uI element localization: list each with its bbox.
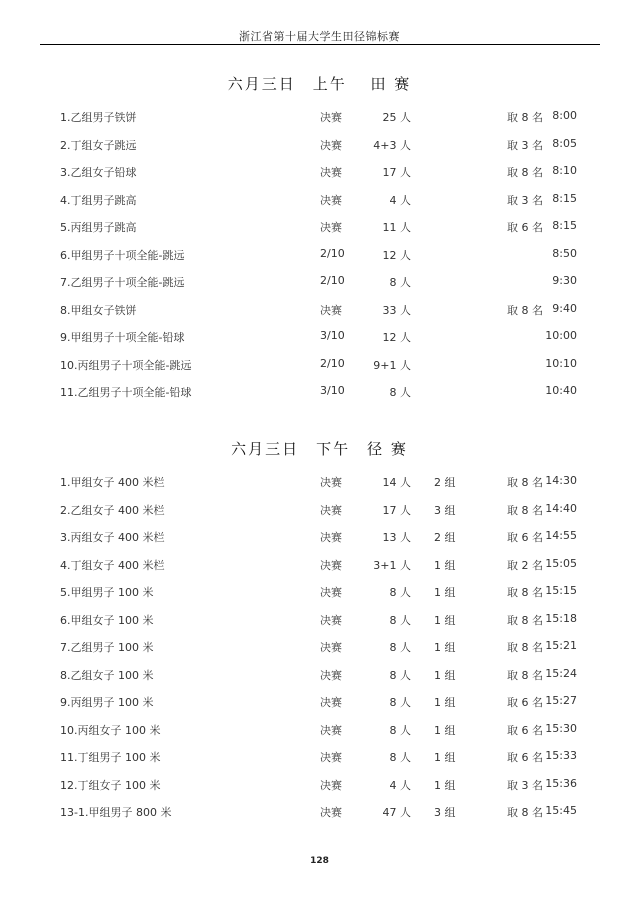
heat-groups: 1 组: [434, 613, 456, 627]
round-type: 2/10: [320, 274, 345, 287]
entrant-count: 8 人: [389, 723, 411, 737]
entrant-count: 8 人: [389, 586, 411, 599]
start-time: 15:45: [545, 804, 577, 817]
round-type: 决赛: [320, 696, 342, 709]
event-name: 10.丙组女子 100 米: [60, 723, 161, 737]
schedule-row: [0, 247, 639, 261]
schedule-row: [0, 722, 639, 736]
heat-groups: 1 组: [434, 668, 456, 682]
event-name: 12.丁组女子 100 米: [60, 778, 161, 792]
heat-groups: 1 组: [434, 751, 456, 764]
header-divider: [40, 44, 600, 45]
qualifier-count: 取 8 名: [507, 641, 543, 654]
qualifier-count: 取 6 名: [507, 723, 543, 737]
round-type: 决赛: [320, 166, 342, 179]
round-type: 2/10: [320, 356, 345, 370]
entrant-count: 33 人: [382, 303, 411, 317]
qualifier-count: 取 8 名: [507, 668, 543, 682]
schedule-row: [0, 384, 639, 398]
heat-groups: 1 组: [434, 696, 456, 709]
schedule-row: [0, 474, 639, 488]
round-type: 3/10: [320, 329, 345, 342]
event-name: 3.乙组女子铅球: [60, 166, 137, 179]
round-type: 决赛: [320, 221, 342, 234]
schedule-row: [0, 749, 639, 763]
event-name: 10.丙组男子十项全能-跳远: [60, 358, 192, 372]
entrant-count: 25 人: [382, 111, 411, 124]
qualifier-count: 取 3 名: [507, 193, 543, 207]
round-type: 决赛: [320, 558, 342, 572]
start-time: 15:30: [545, 721, 577, 735]
event-name: 1.甲组女子 400 米栏: [60, 476, 165, 489]
event-name: 4.丁组女子 400 米栏: [60, 558, 165, 572]
heat-groups: 1 组: [434, 641, 456, 654]
event-name: 9.丙组男子 100 米: [60, 696, 154, 709]
start-time: 15:05: [545, 556, 577, 570]
entrant-count: 3+1 人: [373, 558, 411, 572]
qualifier-count: 取 8 名: [507, 166, 543, 179]
start-time: 15:15: [545, 584, 577, 597]
event-name: 7.乙组男子 100 米: [60, 641, 154, 654]
qualifier-count: 取 8 名: [507, 476, 543, 489]
entrant-count: 11 人: [382, 221, 411, 234]
entrant-count: 4 人: [389, 193, 411, 207]
qualifier-count: 取 8 名: [507, 586, 543, 599]
schedule-row: [0, 557, 639, 571]
event-name: 1.乙组男子铁饼: [60, 111, 137, 124]
section-title: 六月三日 上午 田 赛: [227, 75, 412, 93]
entrant-count: 12 人: [382, 331, 411, 344]
entrant-count: 12 人: [382, 248, 411, 262]
entrant-count: 8 人: [389, 668, 411, 682]
entrant-count: 17 人: [382, 166, 411, 179]
heat-groups: 3 组: [434, 806, 456, 819]
entrant-count: 8 人: [389, 696, 411, 709]
round-type: 决赛: [320, 476, 342, 489]
start-time: 14:55: [545, 529, 577, 542]
start-time: 15:18: [545, 611, 577, 625]
start-time: 15:21: [545, 639, 577, 652]
entrant-count: 9+1 人: [373, 358, 411, 372]
start-time: 10:00: [545, 329, 577, 342]
schedule-row: [0, 667, 639, 681]
schedule-row: [0, 804, 639, 818]
schedule-row: [0, 164, 639, 178]
entrant-count: 17 人: [382, 503, 411, 517]
section-title: 六月三日 下午 径 赛: [231, 440, 408, 458]
qualifier-count: 取 8 名: [507, 613, 543, 627]
event-name: 7.乙组男子十项全能-跳远: [60, 276, 185, 289]
qualifier-count: 取 8 名: [507, 303, 543, 317]
schedule-row: [0, 502, 639, 516]
start-time: 14:30: [545, 474, 577, 487]
round-type: 决赛: [320, 641, 342, 654]
heat-groups: 3 组: [434, 503, 456, 517]
schedule-row: [0, 192, 639, 206]
qualifier-count: 取 6 名: [507, 751, 543, 764]
schedule-row: [0, 777, 639, 791]
start-time: 15:27: [545, 694, 577, 707]
entrant-count: 14 人: [382, 476, 411, 489]
start-time: 15:24: [545, 666, 577, 680]
schedule-row: [0, 219, 639, 233]
qualifier-count: 取 8 名: [507, 111, 543, 124]
round-type: 3/10: [320, 384, 345, 397]
qualifier-count: 取 8 名: [507, 503, 543, 517]
entrant-count: 8 人: [389, 751, 411, 764]
round-type: 决赛: [320, 503, 342, 517]
start-time: 10:40: [545, 384, 577, 397]
round-type: 决赛: [320, 193, 342, 207]
round-type: 决赛: [320, 723, 342, 737]
heat-groups: 1 组: [434, 558, 456, 572]
round-type: 决赛: [320, 138, 342, 152]
schedule-row: [0, 612, 639, 626]
start-time: 9:30: [552, 274, 577, 287]
round-type: 决赛: [320, 751, 342, 764]
schedule-row: [0, 584, 639, 598]
qualifier-count: 取 2 名: [507, 558, 543, 572]
event-name: 11.乙组男子十项全能-铅球: [60, 386, 192, 399]
round-type: 决赛: [320, 531, 342, 544]
entrant-count: 8 人: [389, 641, 411, 654]
document-header: 浙江省第十届大学生田径锦标赛: [239, 30, 400, 43]
heat-groups: 1 组: [434, 723, 456, 737]
event-name: 2.丁组女子跳远: [60, 138, 137, 152]
entrant-count: 8 人: [389, 613, 411, 627]
start-time: 14:40: [545, 501, 577, 515]
start-time: 8:15: [552, 191, 577, 205]
event-name: 2.乙组女子 400 米栏: [60, 503, 165, 517]
schedule-row: [0, 639, 639, 653]
start-time: 9:40: [552, 301, 577, 315]
event-name: 9.甲组男子十项全能-铅球: [60, 331, 185, 344]
event-name: 4.丁组男子跳高: [60, 193, 137, 207]
round-type: 决赛: [320, 613, 342, 627]
entrant-count: 4 人: [389, 778, 411, 792]
round-type: 决赛: [320, 586, 342, 599]
qualifier-count: 取 6 名: [507, 531, 543, 544]
start-time: 15:36: [545, 776, 577, 790]
schedule-row: [0, 329, 639, 343]
entrant-count: 47 人: [382, 806, 411, 819]
round-type: 决赛: [320, 668, 342, 682]
schedule-row: [0, 302, 639, 316]
heat-groups: 1 组: [434, 586, 456, 599]
event-name: 13-1.甲组男子 800 米: [60, 806, 172, 819]
round-type: 决赛: [320, 111, 342, 124]
round-type: 决赛: [320, 303, 342, 317]
round-type: 决赛: [320, 778, 342, 792]
heat-groups: 2 组: [434, 531, 456, 544]
qualifier-count: 取 8 名: [507, 806, 543, 819]
start-time: 8:05: [552, 136, 577, 150]
schedule-row: [0, 694, 639, 708]
start-time: 8:00: [552, 109, 577, 122]
qualifier-count: 取 3 名: [507, 138, 543, 152]
round-type: 2/10: [320, 246, 345, 260]
qualifier-count: 取 6 名: [507, 221, 543, 234]
schedule-row: [0, 137, 639, 151]
start-time: 8:15: [552, 219, 577, 232]
event-name: 5.甲组男子 100 米: [60, 586, 154, 599]
start-time: 10:10: [545, 356, 577, 370]
start-time: 15:33: [545, 749, 577, 762]
event-name: 8.甲组女子铁饼: [60, 303, 137, 317]
schedule-row: [0, 357, 639, 371]
event-name: 11.丁组男子 100 米: [60, 751, 161, 764]
event-name: 5.丙组男子跳高: [60, 221, 137, 234]
page-number: 128: [310, 856, 329, 866]
entrant-count: 8 人: [389, 386, 411, 399]
heat-groups: 2 组: [434, 476, 456, 489]
qualifier-count: 取 6 名: [507, 696, 543, 709]
start-time: 8:50: [552, 246, 577, 260]
start-time: 8:10: [552, 164, 577, 177]
schedule-row: [0, 109, 639, 123]
entrant-count: 4+3 人: [373, 138, 411, 152]
event-name: 3.丙组女子 400 米栏: [60, 531, 165, 544]
schedule-row: [0, 529, 639, 543]
entrant-count: 13 人: [382, 531, 411, 544]
qualifier-count: 取 3 名: [507, 778, 543, 792]
heat-groups: 1 组: [434, 778, 456, 792]
event-name: 6.甲组女子 100 米: [60, 613, 154, 627]
round-type: 决赛: [320, 806, 342, 819]
event-name: 6.甲组男子十项全能-跳远: [60, 248, 185, 262]
schedule-row: [0, 274, 639, 288]
entrant-count: 8 人: [389, 276, 411, 289]
event-name: 8.乙组女子 100 米: [60, 668, 154, 682]
